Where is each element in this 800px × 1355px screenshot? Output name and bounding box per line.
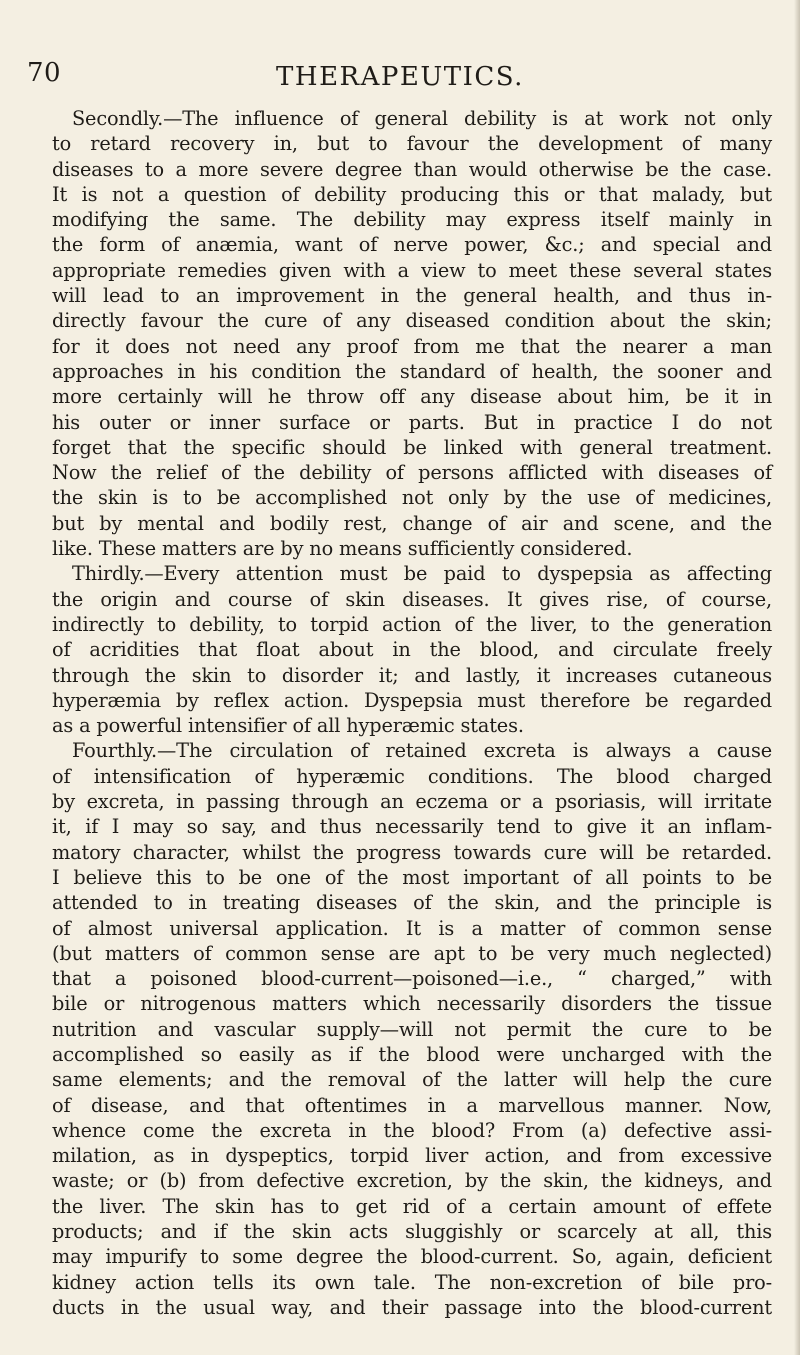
text-line: Fourthly.—The circulation of retained excreta is always a cause — [72, 739, 772, 763]
text-line: attended to in treating diseases of the skin, and the principle is — [52, 891, 772, 915]
text-line: that a poisoned blood-current—poisoned—i.e., “ charged,” with — [52, 967, 772, 991]
text-line: whence come the excreta in the blood? From (a) defective assi- — [52, 1118, 772, 1142]
text-line: through the skin to disorder it; and lastly, it increases cutaneous — [52, 663, 772, 687]
text-line: as a powerful intensifier of all hyperæmic states. — [52, 714, 524, 738]
text-line: approaches in his condition the standard of health, the sooner and — [52, 359, 772, 383]
text-line: Secondly.—The influence of general debility is at work not only — [72, 107, 772, 130]
text-line: the origin and course of skin diseases. It gives rise, of course, — [52, 587, 772, 611]
body-text — [52, 106, 772, 1320]
text-line: by excreta, in passing through an eczema or a psoriasis, will irritate — [52, 790, 772, 814]
text-line: Thirdly.—Every attention must be paid to dyspepsia as affecting — [72, 562, 772, 586]
text-line: same elements; and the removal of the latter will help the cure — [52, 1068, 772, 1092]
text-line: his outer or inner surface or parts. But in practice I do not — [52, 410, 772, 434]
text-line: of acridities that float about in the blood, and circulate freely — [52, 638, 772, 662]
text-line: like. These matters are by no means sufficiently considered. — [52, 537, 633, 561]
text-line: kidney action tells its own tale. The non-excretion of bile pro- — [52, 1270, 772, 1294]
page-header — [0, 58, 800, 98]
text-line: for it does not need any proof from me that the nearer a man — [52, 334, 772, 358]
text-line: milation, as in dyspeptics, torpid liver action, and from excessive — [52, 1144, 772, 1168]
text-line: forget that the specific should be linked with general treatment. — [52, 435, 772, 459]
text-line: It is not a question of debility producing this or that malady, but — [52, 182, 772, 206]
text-line: the liver. The skin has to get rid of a certain amount of effete — [52, 1194, 772, 1218]
text-line: diseases to a more severe degree than would otherwise be the case. — [52, 157, 772, 181]
text-line: may impurify to some degree the blood-current. So, again, deficient — [52, 1245, 772, 1269]
page-number: 70 — [27, 58, 62, 88]
text-line: indirectly to debility, to torpid action of the liver, to the generation — [52, 612, 772, 636]
page-edge-shadow — [794, 0, 800, 1355]
text-line: hyperæmia by reflex action. Dyspepsia must therefore be regarded — [52, 688, 772, 712]
text-line: appropriate remedies given with a view to meet these several states — [52, 258, 772, 282]
text-line: will lead to an improvement in the general health, and thus in- — [52, 284, 772, 308]
text-line: but by mental and bodily rest, change of air and scene, and the — [52, 511, 772, 535]
text-line: accomplished so easily as if the blood were uncharged with the — [52, 1042, 772, 1066]
text-line: modifying the same. The debility may express itself mainly in — [52, 208, 772, 232]
text-line: Now the relief of the debility of persons afflicted with diseases of — [52, 461, 772, 485]
text-line: more certainly will he throw off any disease about him, be it in — [52, 385, 772, 409]
text-line: the skin is to be accomplished not only by the use of medicines, — [52, 486, 772, 510]
running-head: THERAPEUTICS. — [276, 62, 524, 92]
text-line: directly favour the cure of any diseased condition about the skin; — [52, 309, 772, 333]
text-line: waste; or (b) from defective excretion, by the skin, the kidneys, and — [52, 1169, 772, 1193]
text-line: the form of anæmia, want of nerve power, &c.; and special and — [52, 233, 772, 257]
text-line: I believe this to be one of the most important of all points to be — [52, 865, 772, 889]
text-line: of almost universal application. It is a matter of common sense — [52, 916, 772, 940]
text-line: of intensification of hyperæmic conditions. The blood charged — [52, 764, 772, 788]
text-line: to retard recovery in, but to favour the development of many — [52, 132, 772, 156]
text-line: of disease, and that oftentimes in a marvellous manner. Now, — [52, 1093, 772, 1117]
text-line: nutrition and vascular supply—will not permit the cure to be — [52, 1017, 772, 1041]
text-line: products; and if the skin acts sluggishly or scarcely at all, this — [52, 1220, 772, 1244]
text-line: (but matters of common sense are apt to be very much neglected) — [52, 941, 772, 965]
text-line: it, if I may so say, and thus necessarily tend to give it an inflam- — [52, 815, 772, 839]
text-line: bile or nitrogenous matters which necessarily disorders the tissue — [52, 992, 772, 1016]
text-line: ducts in the usual way, and their passage into the blood-current — [52, 1295, 772, 1319]
text-line: matory character, whilst the progress towards cure will be retarded. — [52, 840, 772, 864]
